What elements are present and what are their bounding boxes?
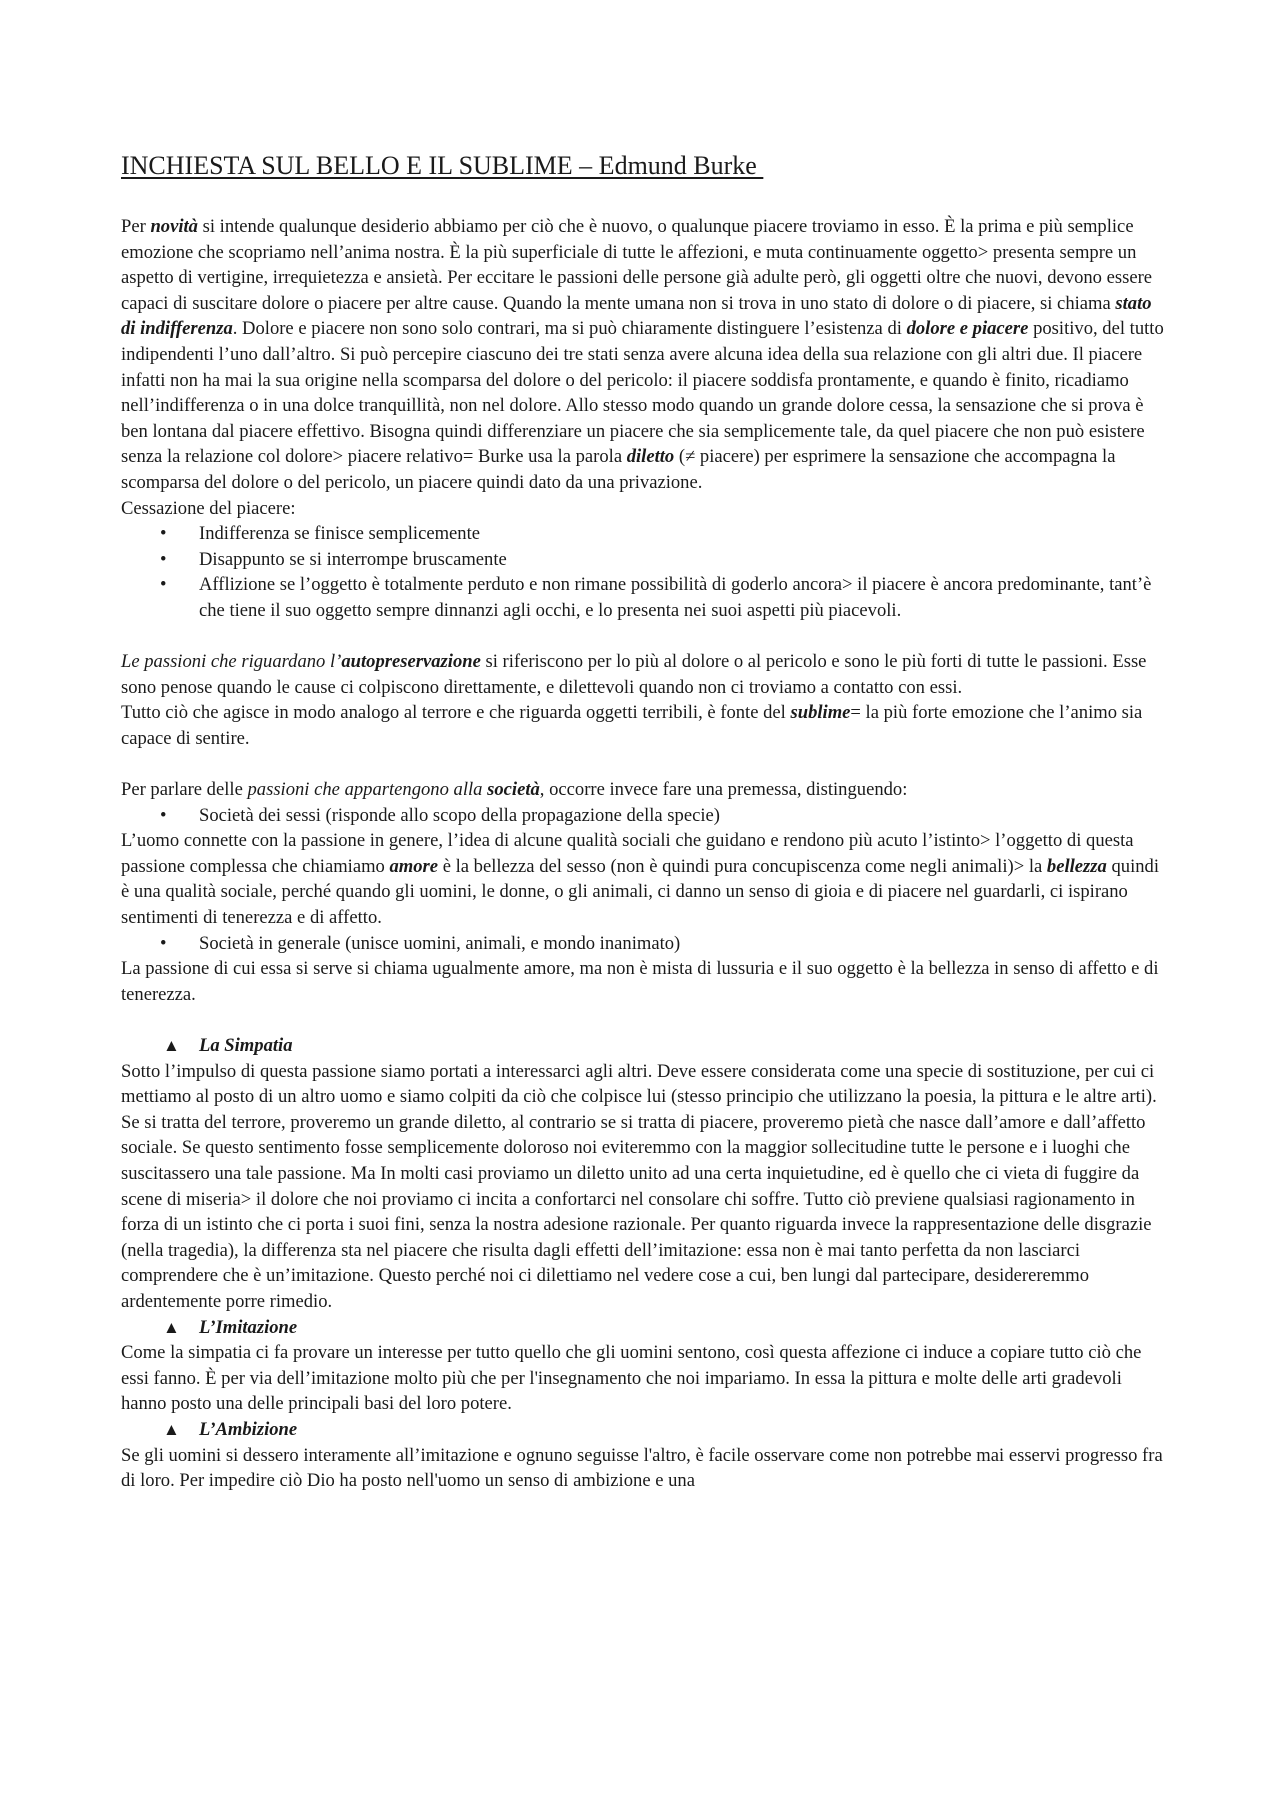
- text-run: Le passioni che riguardano l’: [121, 651, 342, 673]
- bullet-icon: •: [160, 804, 167, 826]
- text-run: (≠ piacere) per esprimere la sensazione che accompagna la scomparsa del dolore o del pericolo, un piacere quindi dato da una privazione.: [121, 446, 1116, 493]
- list-item: [121, 572, 1166, 623]
- bullet-icon: •: [160, 574, 167, 596]
- document-page: [121, 150, 1166, 1494]
- list-item-text: Società dei sessi (risponde allo scopo della propagazione della specie): [199, 804, 720, 826]
- paragraph-amore: [121, 828, 1166, 930]
- paragraph-ambizione: Se gli uomini si dessero interamente all’imitazione e ognuno seguisse l'altro, è facile osservare come non potrebbe mai esservi progresso fra di loro. Per impedire ciò Dio ha posto nell'uomo un senso di ambizione e una: [121, 1444, 1163, 1492]
- list-item-text: Afflizione se l’oggetto è totalmente perduto e non rimane possibilità di goderlo ancora> il piacere è ancora predominante, tant’è che tiene il suo oggetto sempre dinnanzi agli occhi, e lo presenta nei suoi aspetti più piacevoli.: [199, 574, 1152, 621]
- text-run: quindi è una qualità sociale, perché quando gli uomini, le donne, o gli animali, ci danno un senso di gioia e di piacere nel guardarli, ci ispirano sentimenti di tenerezza e di affetto.: [121, 855, 1159, 929]
- cessazione-list: [121, 521, 1166, 623]
- heading-text: L’Imitazione: [199, 1316, 298, 1338]
- spacer: [121, 751, 1166, 777]
- societa-sessi-list: [121, 803, 1166, 829]
- paragraph-novita: [121, 214, 1166, 496]
- term-stato-di-indifferenza: stato di indifferenza: [121, 292, 1152, 340]
- text-run: Tutto ciò che agisce in modo analogo al terrore e che riguarda oggetti terribili, è fonte del: [121, 702, 791, 724]
- term-bellezza: bellezza: [1046, 855, 1107, 877]
- list-item: [121, 521, 1166, 547]
- list-item-text: Disappunto se si interrompe bruscamente: [199, 548, 507, 570]
- bullet-icon: •: [160, 523, 167, 545]
- text-run: Per parlare delle: [121, 779, 248, 801]
- list-item: [121, 803, 1166, 829]
- list-item-text: Indifferenza se finisce semplicemente: [199, 523, 481, 545]
- paragraph-simpatia: Sotto l’impulso di questa passione siamo portati a interessarci agli altri. Deve essere considerata come una specie di sostituzione, per cui ci mettiamo al posto di un altro uomo e siamo colpiti da ciò che colpisce lui (stesso principio che utilizzano la poesia, la pittura e le altre arti). Se si tratta del terrore, proveremo un grande diletto, al contrario se si tratta di piacere, proveremo pietà che nasce dall’amore e dall’affetto sociale. Se questo sentimento fosse semplicemente doloroso noi eviteremmo con la maggior sollecitudine tutte le persone e i luoghi che suscitassero una tale passione. Ma In molti casi proviamo un diletto unito ad una certa inquietudine, ed è quello che ci vieta di fuggire da scene di miseria> il dolore che noi proviamo ci incita a confortarci nel consolare chi soffre. Tutto ciò previene qualsiasi ragionamento in forza di un istinto che ci porta i suoi fini, senza la nostra adesione razionale. Per quanto riguarda invece la rappresentazione delle disgrazie (nella tragedia), la differenza sta nel piacere che risulta dagli effetti dell’imitazione: essa non è mai tanto perfetta da non lasciarci comprendere che è un’imitazione. Questo perché noi ci dilettiamo nel vedere cose a cui, ben lungi dal partecipare, desidereremmo ardentemente porre rimedio.: [121, 1060, 1157, 1312]
- heading-text: La Simpatia: [199, 1035, 293, 1056]
- list-item: [121, 547, 1166, 573]
- text-run: è la bellezza del sesso (non è quindi pura concupiscenza come negli animali)> la: [438, 855, 1047, 877]
- list-item-text: Società in generale (unisce uomini, animali, e mondo inanimato): [199, 932, 681, 954]
- term-societa: società: [487, 779, 540, 801]
- text-run: positivo, del tutto indipendenti l’uno dall’altro. Si può percepire ciascuno dei tre stati senza avere alcuna idea della sua relazione con gli altri due. Il piacere infatti non ha mai la sua origine nella scomparsa del dolore o del pericolo: il piacere soddisfa prontamente, e quando è finito, ricadiamo nell’indifferenza o in una dolce tranquillità, non nel dolore. Allo stesso modo quando un grande dolore cessa, la sensazione che si prova è ben lontana dal piacere effettivo. Bisogna quindi differenziare un piacere che sia semplicemente tale, da quel piacere che non può esistere senza la relazione col dolore> piacere relativo= Burke usa la parola: [121, 318, 1164, 468]
- triangle-icon: ▲: [163, 1419, 180, 1439]
- text-run: Per: [121, 216, 151, 237]
- term-dolore-e-piacere: dolore e piacere: [906, 318, 1029, 340]
- spacer: [121, 1007, 1166, 1033]
- heading-simpatia: [121, 1033, 1166, 1059]
- text-run: L’uomo connette con la passione in genere, l’idea di alcune qualità sociali che guidano e rendono più acuto l’istinto> l’oggetto di questa passione complessa che chiamiamo: [121, 830, 1134, 877]
- bullet-icon: •: [160, 548, 167, 570]
- triangle-icon: ▲: [163, 1036, 180, 1055]
- text-run: , occorre invece fare una premessa, distinguendo:: [539, 779, 908, 801]
- text-run: si riferiscono per lo più al dolore o al pericolo e sono le più forti di tutte le passioni. Esse sono penose quando le cause ci colpiscono direttamente, e dilettevoli quando non ci troviamo a contatto con essi.: [121, 651, 1147, 698]
- heading-imitazione: [121, 1315, 1166, 1341]
- text-run: passioni che appartengono alla: [247, 779, 488, 801]
- paragraph-autopreservazione: [121, 649, 1166, 700]
- triangle-icon: ▲: [163, 1317, 180, 1337]
- heading-ambizione: [121, 1417, 1166, 1443]
- bullet-icon: •: [160, 932, 167, 954]
- text-run: . Dolore e piacere non sono solo contrari, ma si può chiaramente distinguere l’esistenza di: [232, 318, 907, 340]
- text-run: si intende qualunque desiderio abbiamo per ciò che è nuovo, o qualunque piacere troviamo in esso. È la prima e più semplice emozione che scopriamo nell’anima nostra. È la più superficiale di tutte le affezioni, e muta continuamente oggetto> presenta sempre un aspetto di vertigine, irrequietezza e ansietà. Per eccitare le passioni delle persone già adulte però, gli oggetti oltre che nuovi, devono essere capaci di suscitare dolore o piacere per altre cause. Quando la mente umana non si trova in uno stato di dolore o di piacere, si chiama: [121, 216, 1153, 314]
- list-item: [121, 931, 1166, 957]
- paragraph-imitazione: Come la simpatia ci fa provare un interesse per tutto quello che gli uomini sentono, così questa affezione ci induce a copiare tutto ciò che essi fanno. È per via dell’imitazione molto più che per l'insegnamento che noi impariamo. In essa la pittura e molte delle arti gradevoli hanno posto una delle principali basi del loro potere.: [121, 1342, 1142, 1415]
- paragraph-sublime: [121, 700, 1166, 751]
- term-sublime: sublime: [790, 702, 851, 724]
- spacer: [121, 624, 1166, 650]
- paragraph-societa: [121, 777, 1166, 803]
- paragraph-amore-generale: La passione di cui essa si serve si chiama ugualmente amore, ma non è mista di lussuria e il suo oggetto è la bellezza in senso di affetto e di tenerezza.: [121, 958, 1159, 1005]
- term-amore: amore: [389, 855, 439, 877]
- societa-generale-list: [121, 931, 1166, 957]
- document-title: INCHIESTA SUL BELLO E IL SUBLIME – Edmund Burke: [121, 151, 764, 180]
- cessazione-label: Cessazione del piacere:: [121, 497, 296, 519]
- term-autopreservazione: autopreservazione: [341, 651, 481, 673]
- heading-text: L’Ambizione: [199, 1418, 298, 1440]
- term-diletto: diletto: [626, 446, 675, 468]
- text-run: = la più forte emozione che l’animo sia capace di sentire.: [121, 702, 1143, 749]
- term-novita: novità: [150, 216, 198, 237]
